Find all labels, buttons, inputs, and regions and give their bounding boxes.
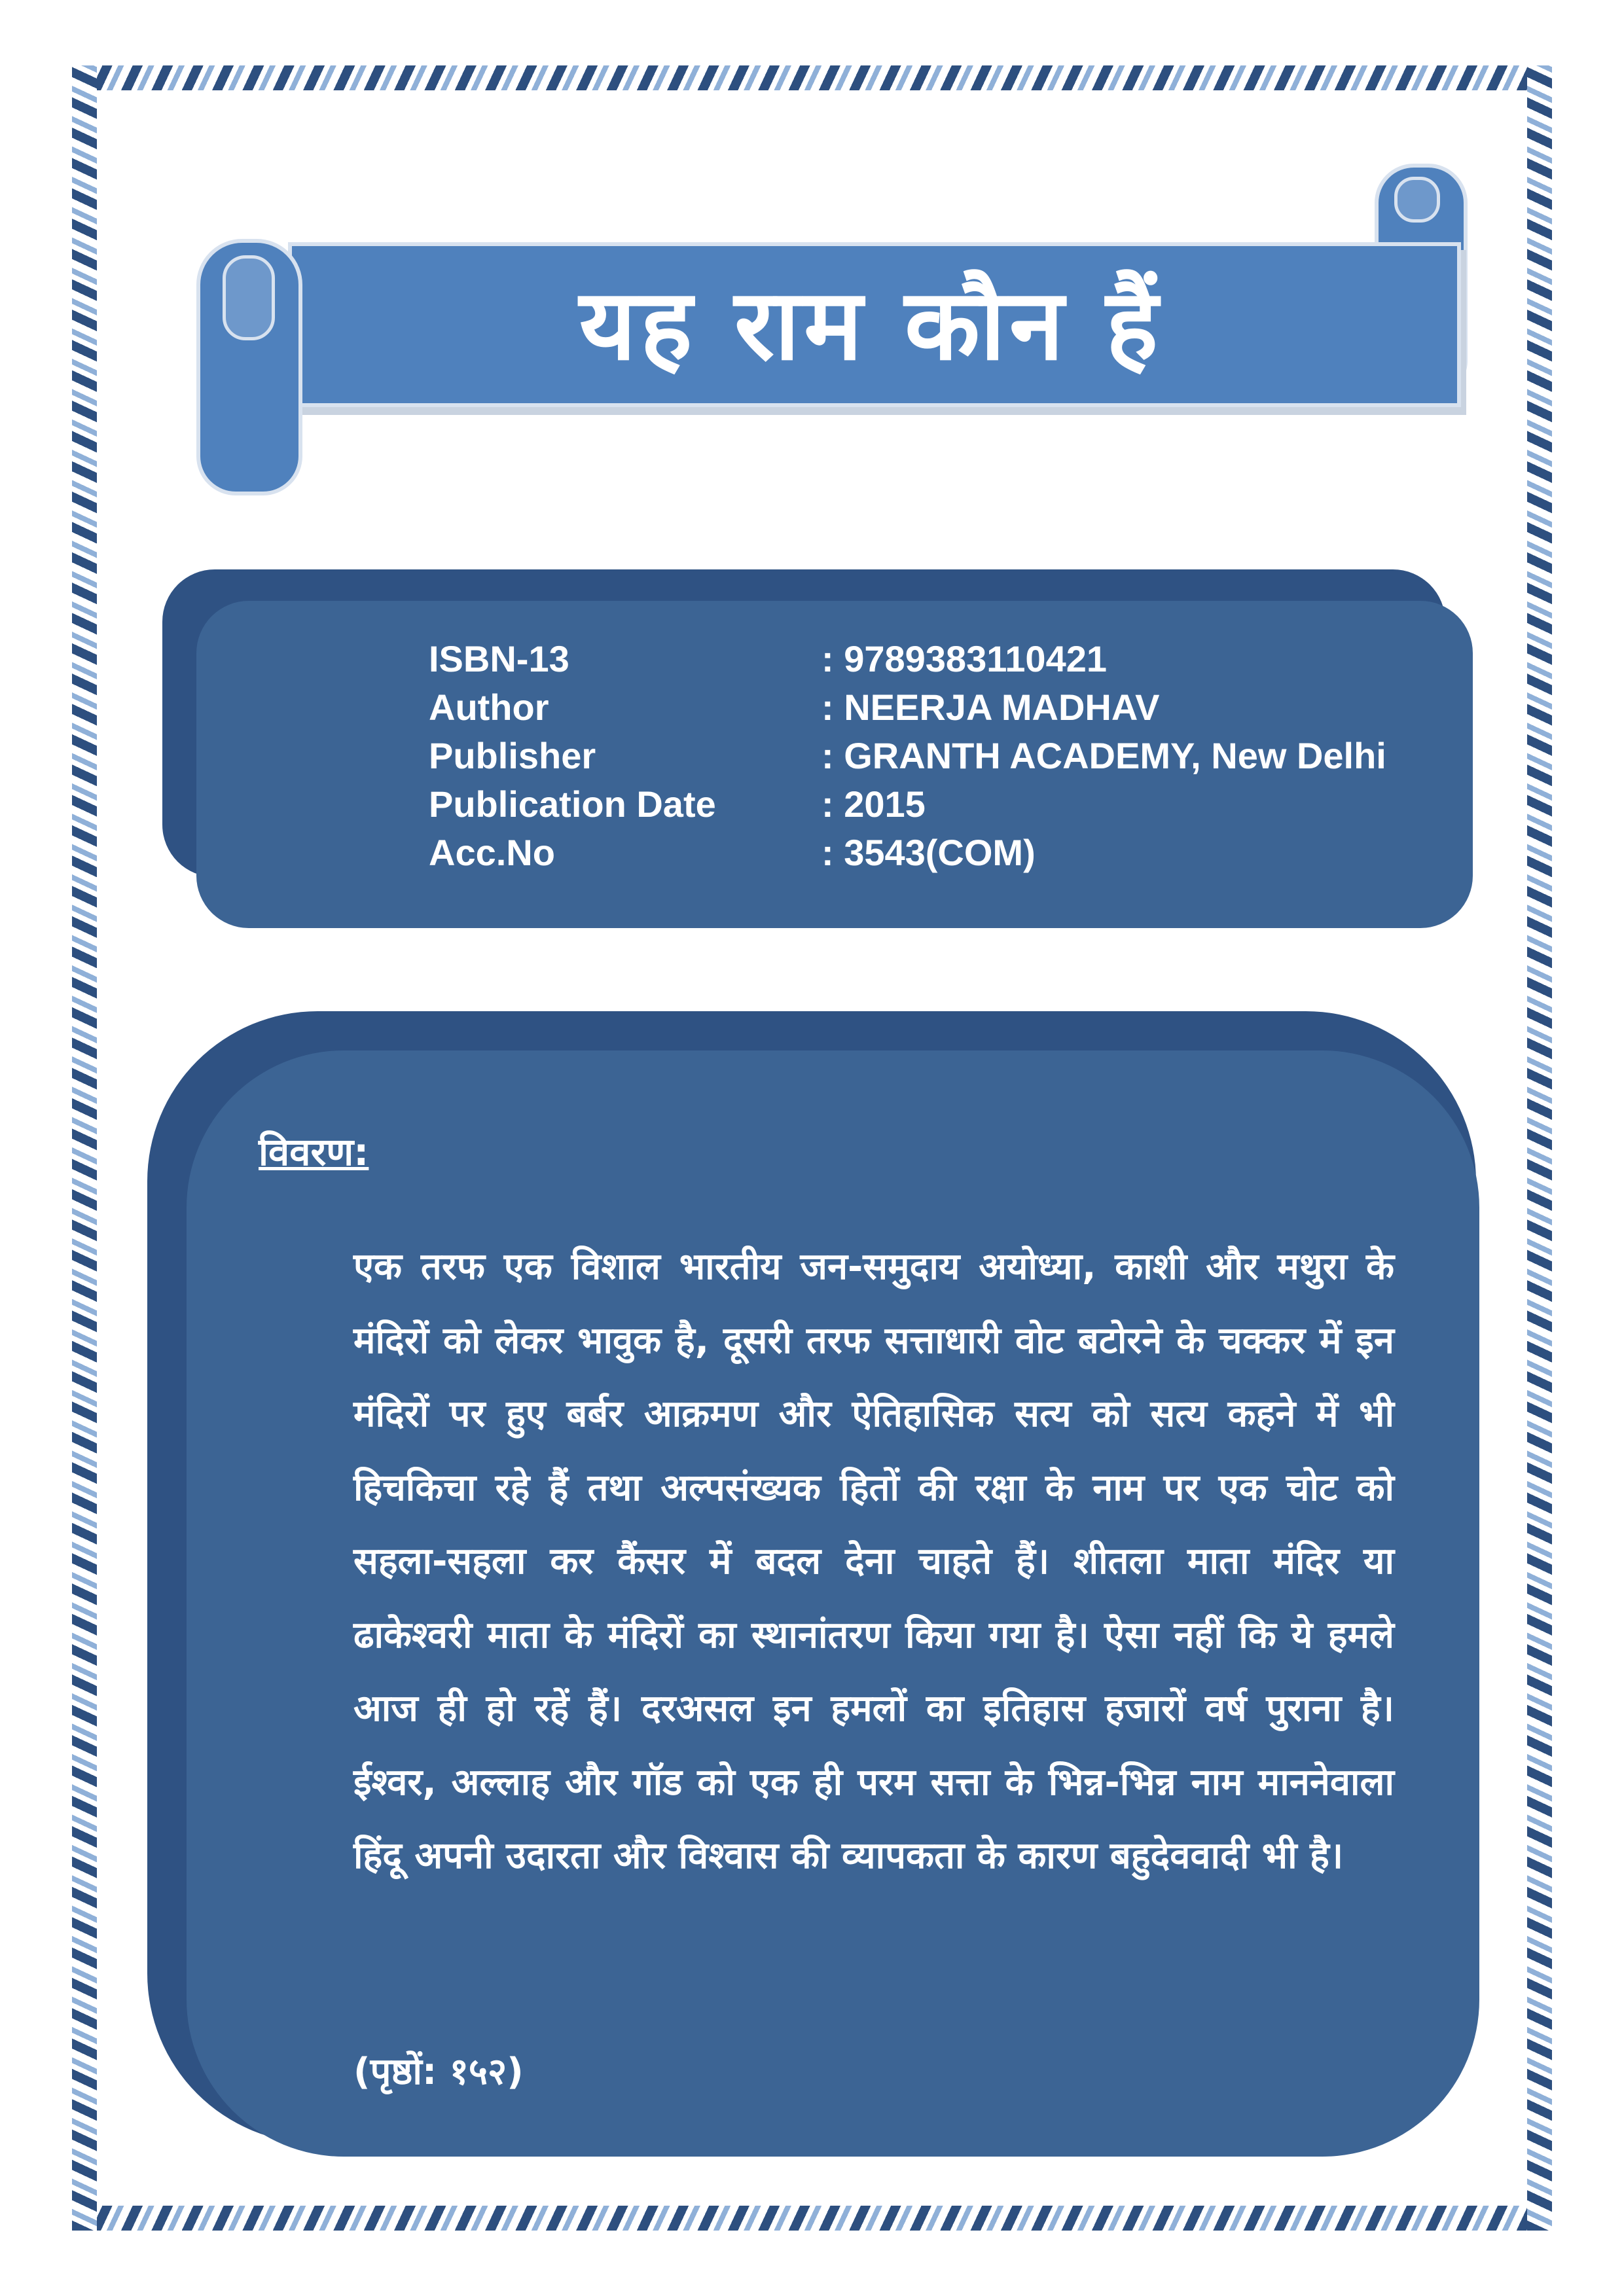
info-value: : 3543(COM): [821, 832, 1036, 873]
page-count: (पृष्ठों: १५२): [353, 2051, 524, 2093]
info-row-isbn: [429, 635, 1450, 683]
info-row-acc-no: [429, 829, 1450, 877]
decorative-border-top: [72, 65, 1552, 90]
decorative-border-bottom: [72, 2206, 1552, 2231]
banner-scroll-curl-right-inner: [1394, 177, 1440, 223]
decorative-border-right: [1527, 65, 1552, 2231]
info-label: ISBN-13: [429, 638, 569, 679]
info-label: Author: [429, 687, 549, 728]
book-info-table: [429, 635, 1450, 877]
info-value: : 2015: [821, 783, 926, 825]
banner-scroll-curl-left-inner: [223, 255, 275, 340]
info-row-author: [429, 683, 1450, 732]
info-row-publication-date: [429, 780, 1450, 829]
book-title: यह राम कौन हैं: [579, 268, 1163, 382]
info-value: : 9789383110421: [821, 638, 1107, 679]
info-label: Publication Date: [429, 783, 716, 825]
decorative-border-left: [72, 65, 97, 2231]
description-text: एक तरफ एक विशाल भारतीय जन-समुदाय अयोध्या, काशी और मथुरा के मंदिरों को लेकर भावुक है, दूसरी तरफ सत्ताधारी वोट बटोरने के चक्कर में इन मंदिरों पर हुए बर्बर आक्रमण और ऐतिहासिक सत्य को सत्य कहने में भी हिचकिचा रहे हैं तथा अल्पसंख्यक हितों की रक्षा के नाम पर एक चोट को सहला-सहला कर कैंसर में बदल देना चाहते हैं। शीतला माता मंदिर या ढाकेश्वरी माता के मंदिरों का स्थानांतरण किया गया है। ऐसा नहीं कि ये हमले आज ही हो रहें हैं। दरअसल इन हमलों का इतिहास हजारों वर्ष पुराना है। ईश्वर, अल्लाह और गॉड को एक ही परम सत्ता के भिन्न-भिन्न नाम माननेवाला हिंदू अपनी उदारता और विश्वास की व्यापकता के कारण बहुदेववादी भी है।: [353, 1246, 1394, 1877]
description-heading: विवरण:: [259, 1130, 369, 1174]
info-label: Publisher: [429, 735, 596, 776]
info-value: : GRANTH ACADEMY, New Delhi: [821, 735, 1386, 776]
info-row-publisher: [429, 732, 1450, 780]
info-value: : NEERJA MADHAV: [821, 687, 1160, 728]
info-label: Acc.No: [429, 832, 555, 873]
